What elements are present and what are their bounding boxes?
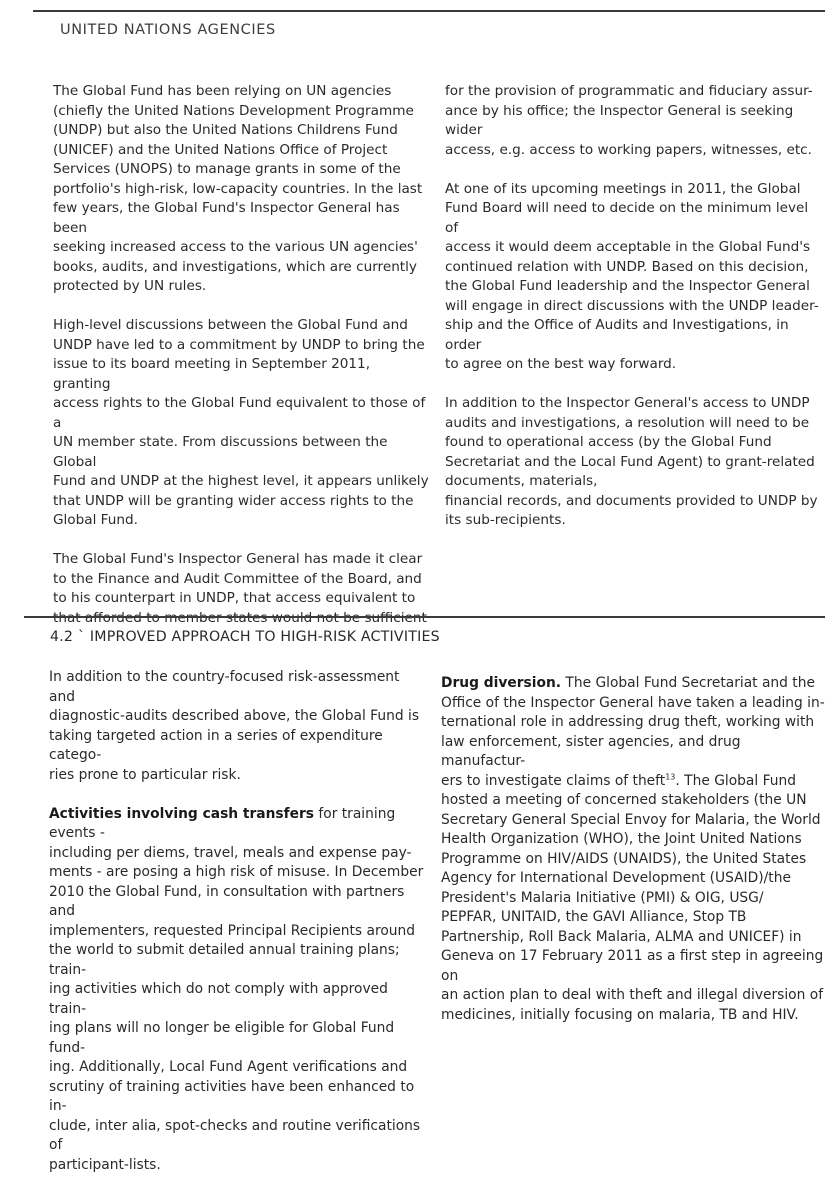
paragraph-targeted-action: In addition to the country-focused risk-assessment and diagnostic-audits described above, the Global Fund is taking targeted action in a series of expenditure catego- ries prone to particular risk. [49,669,420,783]
drug-diversion-body-a: The Global Fund Secretariat and the Office of the Inspector General have taken a leading in- ternational role in addressing drug theft, working with law enforcement, sister agencies, and drug manufactur- ers to investigate claims of theft [441,675,825,789]
section-divider [24,616,825,618]
paragraph-high-level-discussions: High-level discussions between the Global Fund and UNDP have led to a commitment by UNDP to bring the issue to its board meeting in September 2011, granting access rights to the Global Fund equivalent to those of a UN member state. From discussions between the Global Fund and UNDP at the highest level, it appears unlikely that UNDP will be granting wider access rights to the Global Fund. [53,317,429,528]
section2-right-column [441,674,825,1045]
paragraph-un-agencies: The Global Fund has been relying on UN agencies (chiefly the United Nations Development Programme (UNDP) but also the United Nations Childrens Fund (UNICEF) and the United Nations Office of Project Services (UNOPS) to manage grants in some of the portfolio's high-risk, low-capacity countries. In the last few years, the Global Fund's Inspector General has been seeking increased access to the various UN agencies' books, audits, and investigations, which are currently protected by UN rules. [53,83,423,294]
paragraph-board-meeting: At one of its upcoming meetings in 2011, the Global Fund Board will need to decide on the minimum level of access it would deem acceptable in the Global Fund's continued relation with UNDP. Based on this decision, the Global Fund leadership and the Inspector General will engage in direct discussions with the UNDP leader- ship and the Office of Audits and Investigations, in order to agree on the best way forward. [445,180,819,372]
running-head: UNITED NATIONS AGENCIES [60,22,276,38]
cash-transfers-body: for training events - including per diems, travel, meals and expense pay- ments - are posing a high risk of misuse. In December 2010 the Global Fund, in consultation with partners and implementers, requested Principal Recipients around the world to submit detailed annual training plans; train- ing activities which do not comply with approved train- ing plans will no longer be eligible for Global Fund fund- ing. Additionally, Local Fund Agent verifications and scrutiny of training activities have been enhanced to in- clude, inter alia, spot-checks and routine verifications of participant-lists. [49,805,424,1173]
cash-transfers-lead: Activities involving cash transfers [49,805,315,822]
section1-left-column [53,82,431,648]
drug-diversion-body-b: . The Global Fund hosted a meeting of concerned stakeholders (the UN Secretary General Special Envoy for Malaria, the World Health Organization (WHO), the Joint United Nations Programme on HIV/AIDS (UNAIDS), the United States Agency for International Development (USAID)/the President's Malaria Initiative (PMI) & OIG, USG/ PEPFAR, UNITAID, the GAVI Alliance, Stop TB Partnership, Roll Back Malaria, ALMA and UNICEF) in Geneva on 17 February 2011 as a first step in agreeing on an action plan to deal with theft and illegal diversion of medicines, initially focusing on malaria, TB and HIV. [441,772,824,1023]
paragraph-inspector-general: The Global Fund's Inspector General has made it clear to the Finance and Audit Committee of the Board, and to his counterpart in UNDP, that access equivalent to [53,551,423,606]
paragraph-cash-transfers [49,805,424,1176]
section1-right-column [445,82,825,550]
section-heading: 4.2 ` IMPROVED APPROACH TO HIGH-RISK ACTIVITIES [50,629,440,645]
footnote-ref: 13 [665,771,676,781]
drug-diversion-lead: Drug diversion. [441,675,562,691]
top-rule [33,10,825,12]
paragraph-drug-diversion [441,674,825,1025]
section2-left-column [49,668,424,1195]
paragraph-assurance: for the provision of programmatic and fiduciary assur- ance by his office; the Inspector General is seeking wider access, e.g. access to working papers, witnesses, etc. [445,83,813,158]
paragraph-operational-access: In addition to the Inspector General's access to UNDP audits and investigations, a resolution will need to be found to operational access (by the Global Fund Secretariat and the Local Fund Agent) to grant-related documents, materials, financial records, and documents provided to UNDP by its sub-recipients. [445,395,818,528]
